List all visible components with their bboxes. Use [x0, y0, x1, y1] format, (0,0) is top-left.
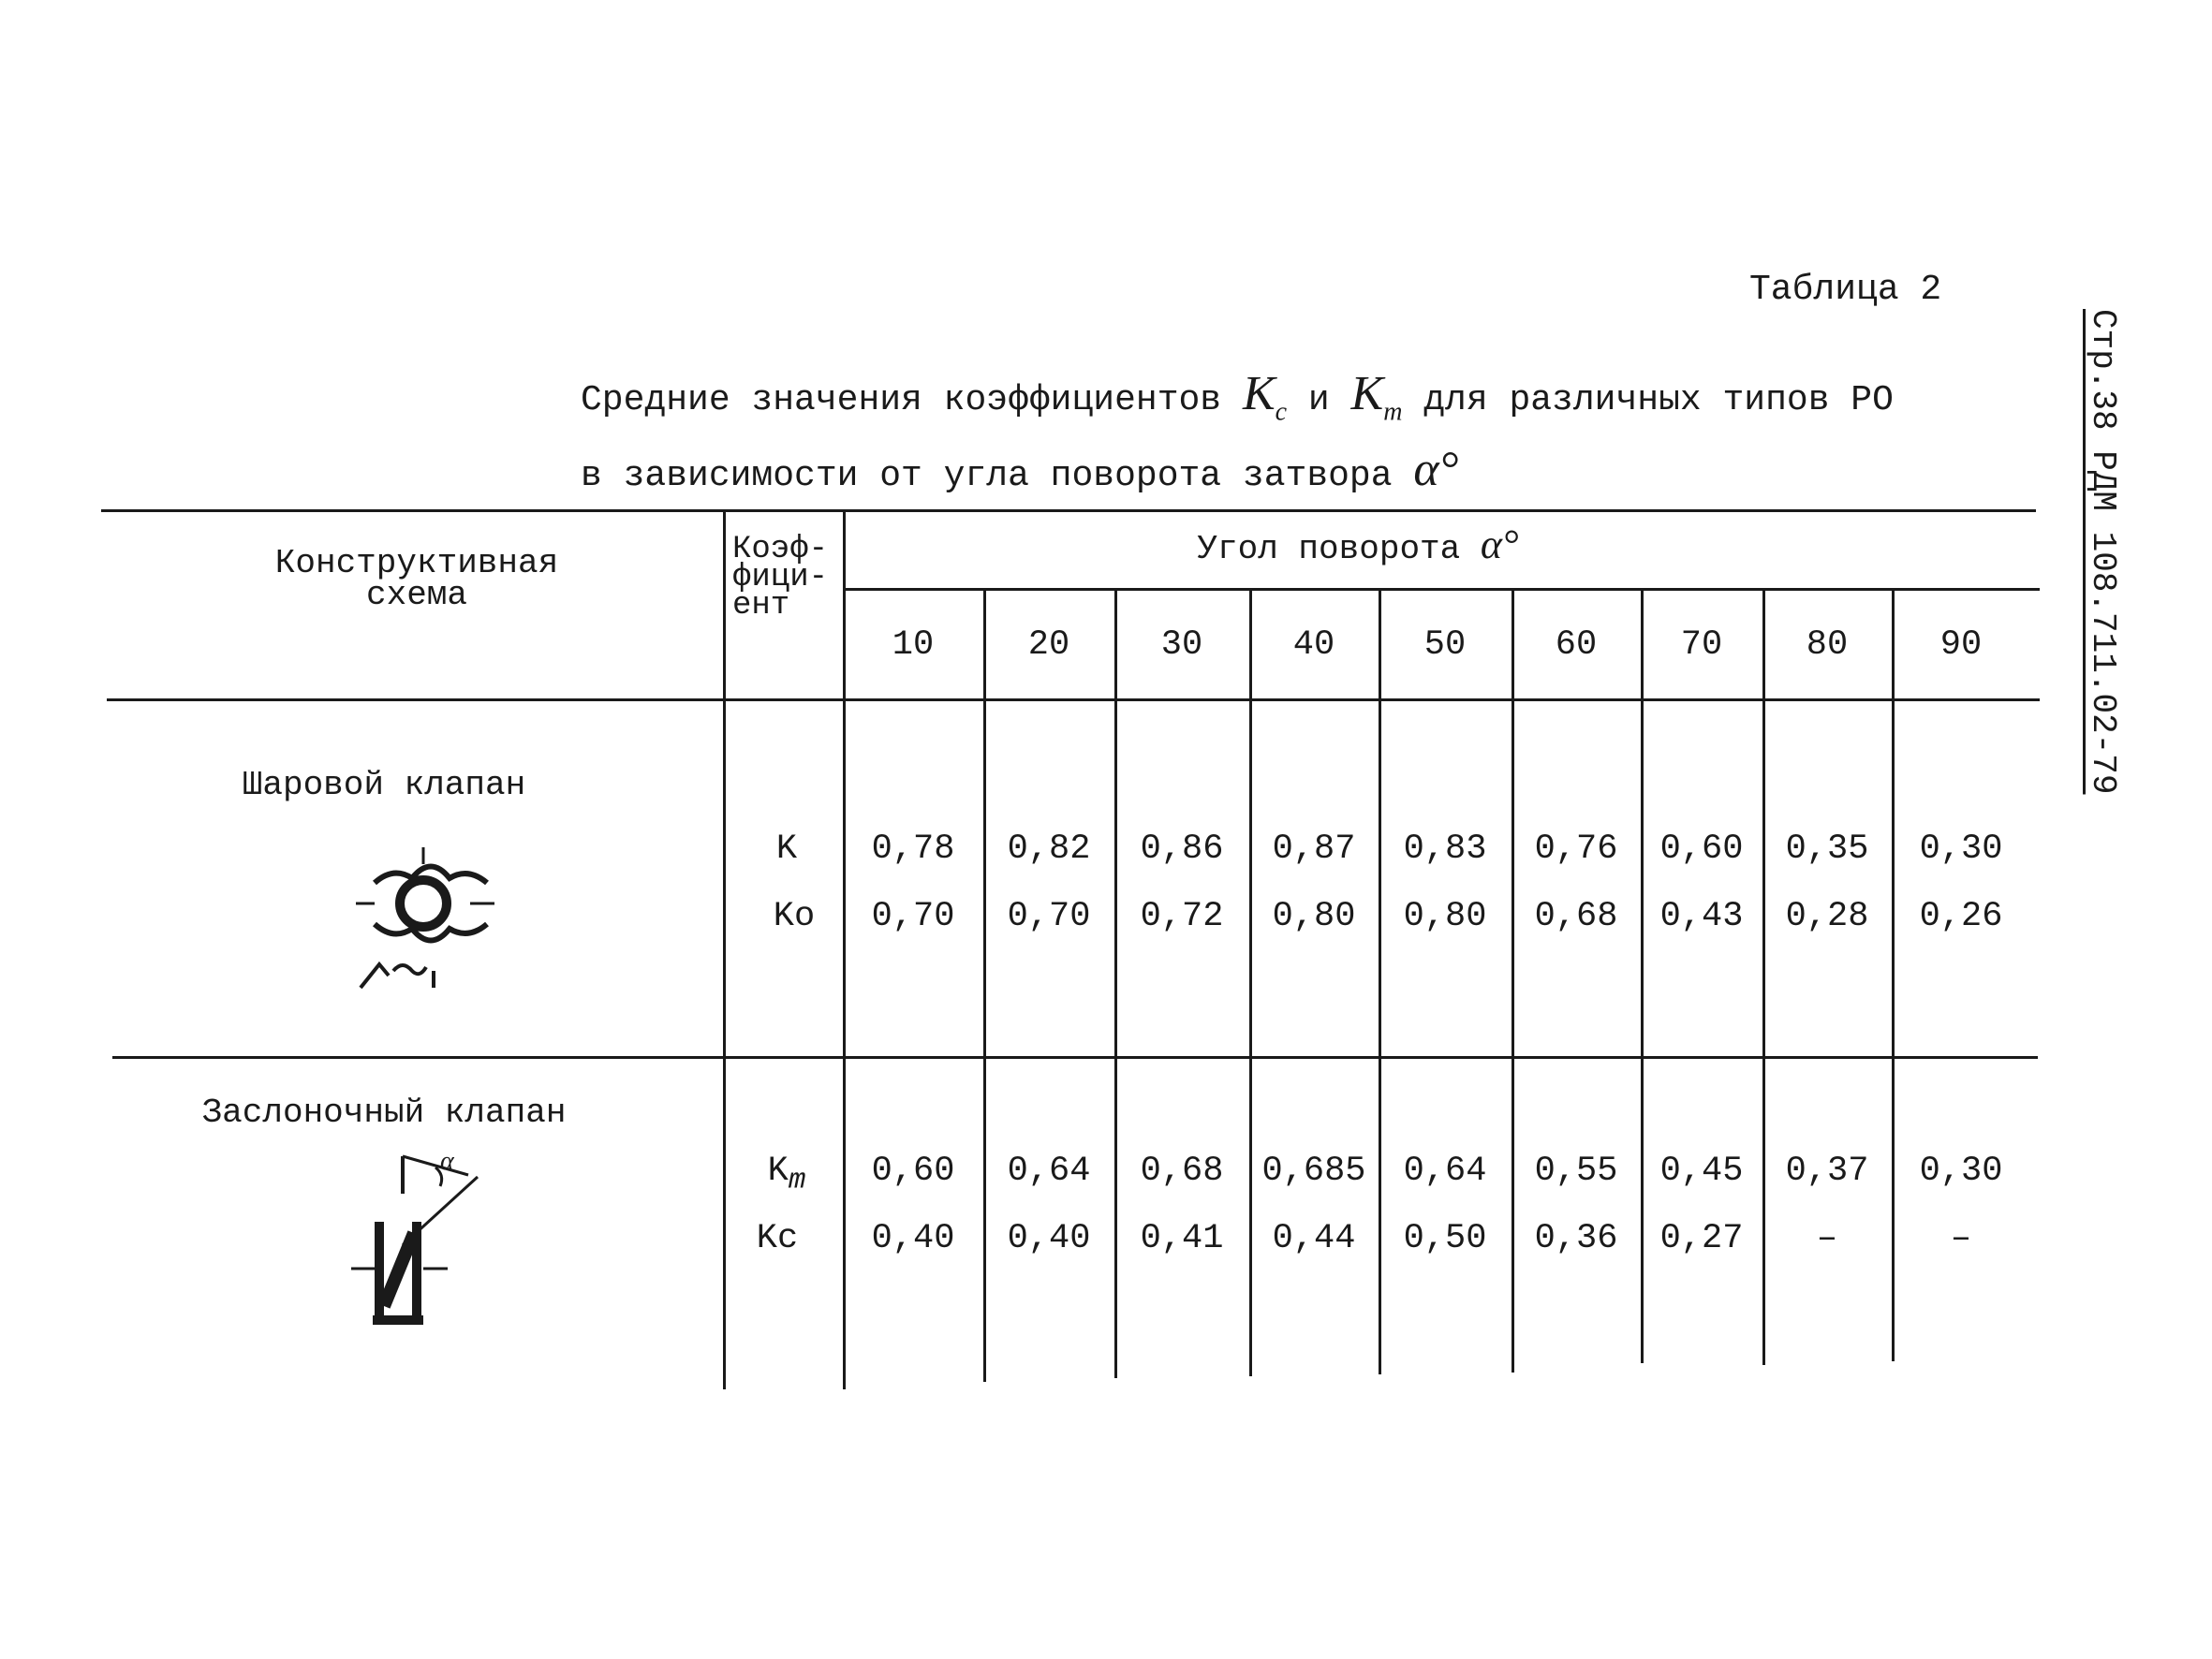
- value-cell: 0,83: [1403, 830, 1487, 869]
- value-cell: 0,80: [1403, 897, 1487, 936]
- value-cell: 0,70: [871, 897, 955, 936]
- header-angle-title: Угол поворота α°: [1197, 521, 1519, 568]
- value-cell: 0,44: [1272, 1219, 1356, 1258]
- value-cell: 0,30: [1919, 830, 2003, 869]
- caption-text-3: в зависимости от угла поворота затвора: [581, 456, 1393, 497]
- value-cell: 0,40: [1007, 1219, 1091, 1258]
- value-cell: 0,45: [1659, 1152, 1744, 1191]
- value-cell: 0,68: [1534, 897, 1618, 936]
- kc-symbol: $K_c$: [1242, 367, 1288, 427]
- table-caption: [581, 365, 1894, 506]
- caption-text-1: Средние значения коэффициентов: [581, 380, 1222, 420]
- caption-and: и: [1307, 380, 1330, 420]
- header-coefficient: Коэф- фици- ент: [732, 532, 829, 624]
- ball-valve-sketch: [356, 847, 506, 1006]
- coef-k: K: [775, 830, 798, 869]
- value-cell: 0,86: [1140, 830, 1224, 869]
- rule-header-bottom: [107, 698, 2040, 701]
- rule-top: [101, 509, 2036, 512]
- value-cell: 0,64: [1403, 1152, 1487, 1191]
- value-cell: 0,60: [871, 1152, 955, 1191]
- vrule-coef: [843, 509, 846, 1389]
- angle-header-1: 20: [1027, 625, 1070, 665]
- table-label: Таблица 2: [1749, 270, 1942, 310]
- value-cell: 0,60: [1659, 830, 1744, 869]
- value-cell: 0,28: [1785, 897, 1869, 936]
- value-cell: 0,30: [1919, 1152, 2003, 1191]
- value-cell: 0,43: [1659, 897, 1744, 936]
- row-name-ball-valve: Шаровой клапан: [242, 766, 526, 804]
- butterfly-valve-sketch: [347, 1147, 496, 1334]
- value-cell: 0,76: [1534, 830, 1618, 869]
- caption-line-1: [581, 365, 1894, 441]
- row-name-butterfly-valve: Заслоночный клапан: [201, 1094, 567, 1132]
- value-cell: 0,685: [1261, 1152, 1366, 1191]
- angle-header-8: 90: [1939, 625, 1983, 665]
- angle-header-6: 70: [1680, 625, 1723, 665]
- value-cell: 0,37: [1785, 1152, 1869, 1191]
- value-cell: 0,87: [1272, 830, 1356, 869]
- coef-km: $K_m$: [767, 1152, 806, 1197]
- value-cell: 0,68: [1140, 1152, 1224, 1191]
- value-cell: 0,80: [1272, 897, 1356, 936]
- angle-header-5: 60: [1555, 625, 1598, 665]
- angle-header-0: 10: [892, 625, 935, 665]
- value-cell: 0,64: [1007, 1152, 1091, 1191]
- rule-header-mid: [843, 588, 2040, 591]
- angle-header-4: 50: [1423, 625, 1467, 665]
- value-cell: 0,50: [1403, 1219, 1487, 1258]
- value-cell: 0,78: [871, 830, 955, 869]
- page-side-label: Стр.38 РДМ 108.711.02-79: [2084, 309, 2122, 795]
- value-cell: 0,27: [1659, 1219, 1744, 1258]
- vrule-10-20: [983, 588, 986, 1382]
- value-cell: 0,26: [1919, 897, 2003, 936]
- rule-row-separator: [112, 1056, 2038, 1059]
- caption-text-2: для различных типов РО: [1423, 380, 1894, 420]
- value-cell: 0,72: [1140, 897, 1224, 936]
- alpha-symbol: α°: [1413, 443, 1459, 497]
- svg-text:α: α: [440, 1147, 454, 1176]
- vrule-20-30: [1114, 588, 1117, 1378]
- angle-header-7: 80: [1806, 625, 1849, 665]
- caption-line-2: [581, 441, 1894, 506]
- angle-header-2: 30: [1160, 625, 1203, 665]
- value-cell: 0,40: [871, 1219, 955, 1258]
- km-symbol: $K_m$: [1350, 367, 1403, 427]
- header-scheme: Конструктивная схема: [274, 544, 559, 614]
- coef-kc: Kc: [756, 1219, 799, 1258]
- value-cell: 0,41: [1140, 1219, 1224, 1258]
- value-cell: 0,35: [1785, 830, 1869, 869]
- coef-ko: Ko: [773, 897, 816, 936]
- value-cell: 0,70: [1007, 897, 1091, 936]
- value-cell: –: [1950, 1219, 1972, 1258]
- value-cell: 0,36: [1534, 1219, 1618, 1258]
- value-cell: 0,82: [1007, 830, 1091, 869]
- value-cell: 0,55: [1534, 1152, 1618, 1191]
- angle-header-3: 40: [1292, 625, 1335, 665]
- value-cell: –: [1816, 1219, 1838, 1258]
